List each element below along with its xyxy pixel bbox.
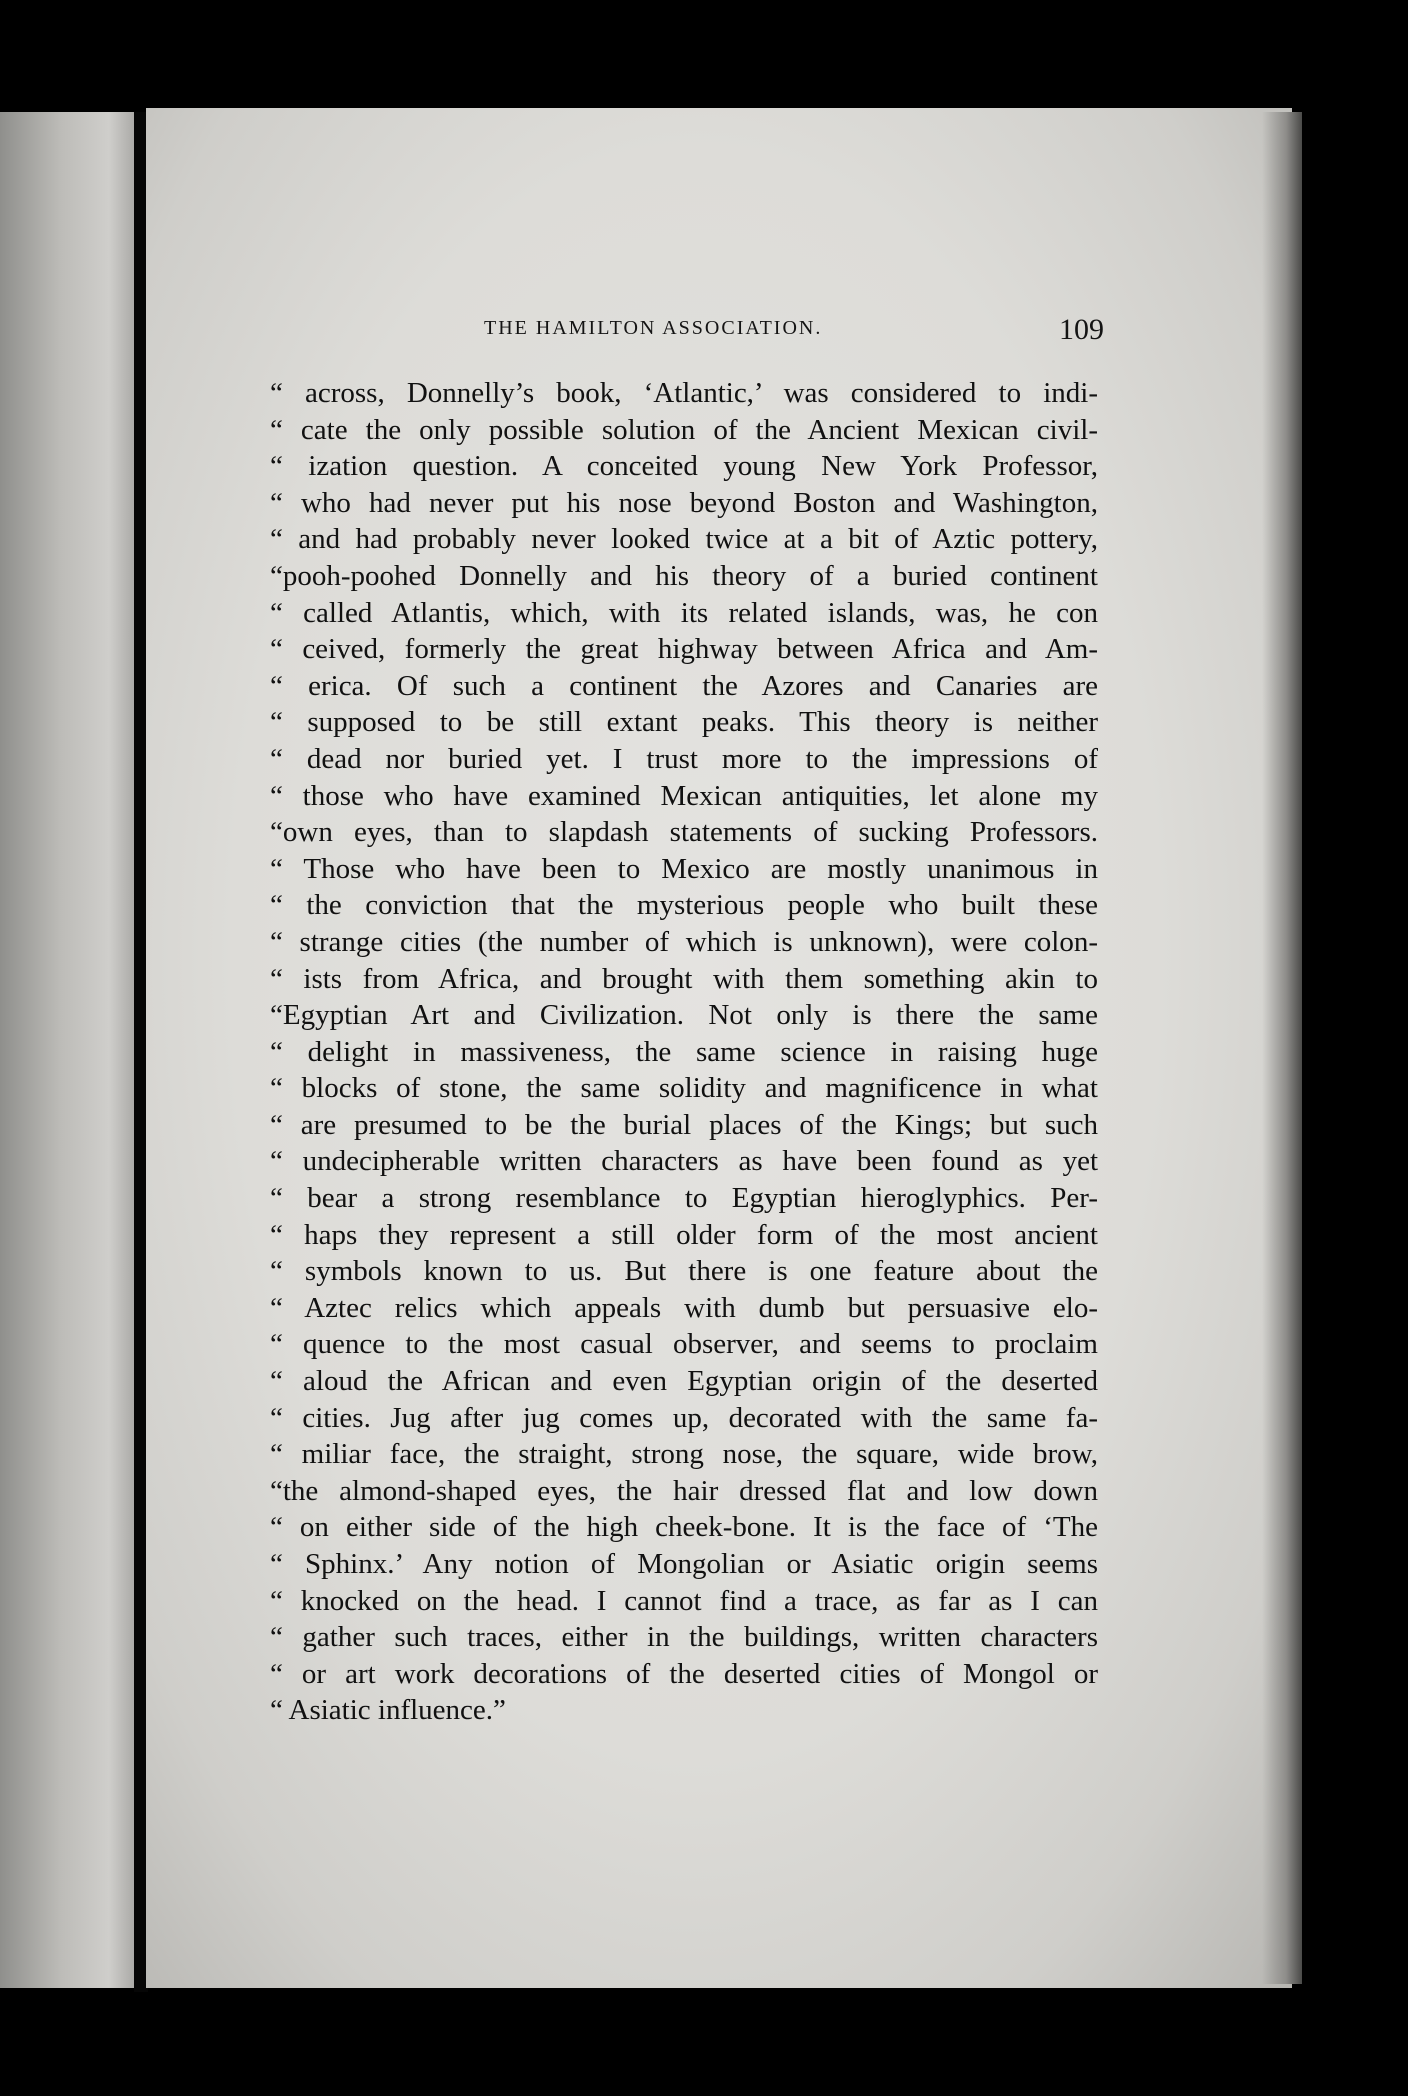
page-edge-shadow <box>1262 112 1302 1984</box>
text-line: “pooh-poohed Donnelly and his theory of a buried continent <box>270 559 1098 592</box>
running-title: THE HAMILTON ASSOCIATION. <box>484 317 823 339</box>
text-line: “ those who have examined Mexican antiquities, let alone my <box>270 779 1098 812</box>
text-line: “own eyes, than to slapdash statements of sucking Professors. <box>270 816 1098 849</box>
text-line: “ aloud the African and even Egyptian origin of the deserted <box>270 1365 1098 1398</box>
text-line: “ knocked on the head. I cannot find a trace, as far as I can <box>270 1584 1098 1617</box>
text-line: “ quence to the most casual observer, and seems to proclaim <box>270 1328 1098 1361</box>
page-header <box>484 313 1104 353</box>
text-line: “ dead nor buried yet. I trust more to the impressions of <box>270 742 1098 775</box>
text-line: “Egyptian Art and Civilization. Not only is there the same <box>270 999 1098 1032</box>
text-line: “ across, Donnelly’s book, ‘Atlantic,’ was considered to indi- <box>270 377 1098 409</box>
text-line: “ cate the only possible solution of the Ancient Mexican civil- <box>270 413 1098 446</box>
text-line: “ miliar face, the straight, strong nose, the square, wide brow, <box>270 1438 1098 1471</box>
text-line: “ undecipherable written characters as have been found as yet <box>270 1145 1098 1178</box>
text-line: “ supposed to be still extant peaks. This theory is neither <box>270 706 1098 739</box>
text-line: “the almond-shaped eyes, the hair dressed flat and low down <box>270 1474 1098 1507</box>
text-line: “ gather such traces, either in the buildings, written characters <box>270 1621 1098 1654</box>
text-line: “ ists from Africa, and brought with them something akin to <box>270 962 1098 995</box>
text-line: “ blocks of stone, the same solidity and magnificence in what <box>270 1072 1098 1105</box>
body-text <box>270 375 1098 1729</box>
text-line: “ erica. Of such a continent the Azores and Canaries are <box>270 669 1098 702</box>
text-line: “ on either side of the high cheek-bone. It is the face of ‘The <box>270 1511 1098 1544</box>
text-line: “ Sphinx.’ Any notion of Mongolian or Asiatic origin seems <box>270 1548 1098 1580</box>
page-number: 109 <box>1059 313 1104 346</box>
text-line: “ the conviction that the mysterious people who built these <box>270 889 1098 922</box>
text-line: “ or art work decorations of the deserted cities of Mongol or <box>270 1657 1098 1690</box>
text-line: “ and had probably never looked twice at a bit of Aztic pottery, <box>270 523 1098 556</box>
text-line: “ Those who have been to Mexico are mostly unanimous in <box>270 852 1098 885</box>
text-line: “ symbols known to us. But there is one feature about the <box>270 1255 1098 1288</box>
text-line: “ delight in massiveness, the same science in raising huge <box>270 1035 1098 1068</box>
text-line: “ called Atlantis, which, with its related islands, was, he con <box>270 596 1098 629</box>
text-line: “ cities. Jug after jug comes up, decorated with the same fa- <box>270 1401 1098 1434</box>
facing-page-edge <box>0 112 136 1988</box>
text-line: “ Asiatic influence.” <box>270 1694 506 1727</box>
text-line: “ bear a strong resemblance to Egyptian hieroglyphics. Per- <box>270 1182 1098 1215</box>
text-line: “ are presumed to be the burial places of the Kings; but such <box>270 1108 1098 1141</box>
text-line: “ who had never put his nose beyond Boston and Washington, <box>270 486 1098 519</box>
text-line: “ ceived, formerly the great highway between Africa and Am- <box>270 633 1098 666</box>
text-line: “ Aztec relics which appeals with dumb but persuasive elo- <box>270 1291 1098 1324</box>
text-line: “ ization question. A conceited young New York Professor, <box>270 450 1098 483</box>
text-line: “ haps they represent a still older form of the most ancient <box>270 1218 1098 1251</box>
text-line: “ strange cities (the number of which is unknown), were colon- <box>270 925 1098 958</box>
